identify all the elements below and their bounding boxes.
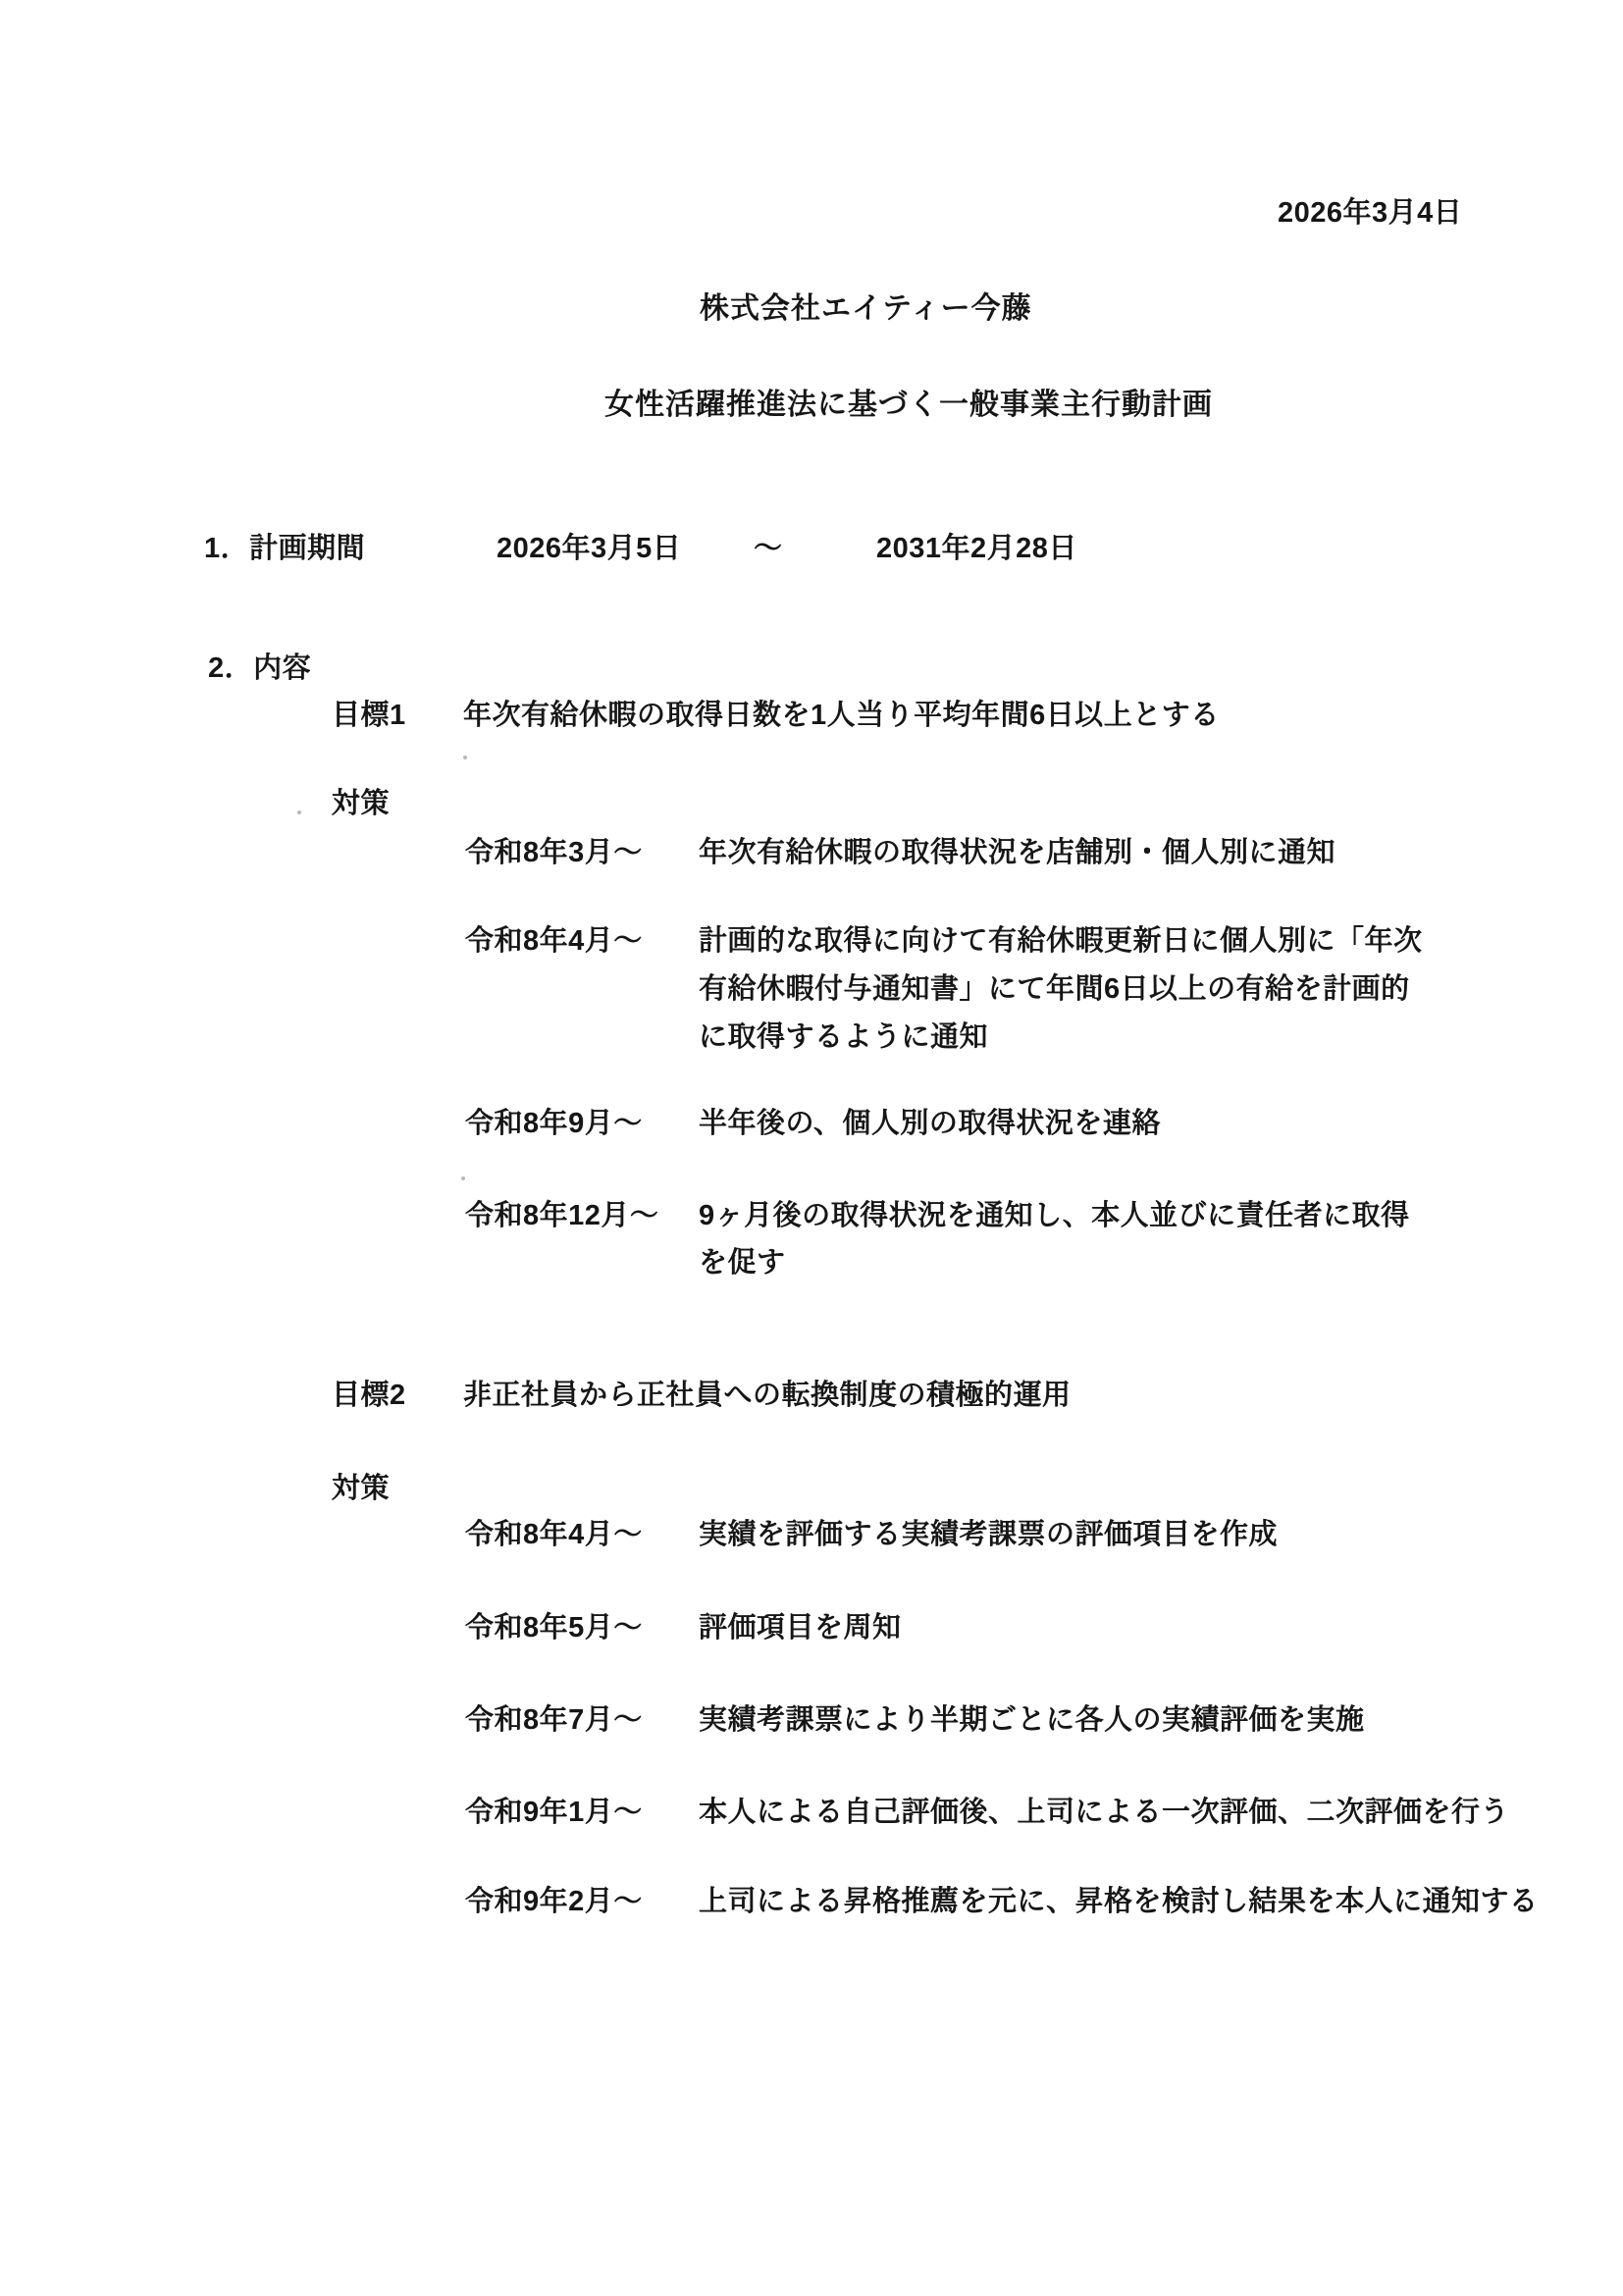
- measure-text-line: 計画的な取得に向けて有給休暇更新日に個人別に「年次: [699, 925, 1423, 957]
- measure-text: 実績考課票により半期ごとに各人の実績評価を実施: [699, 1704, 1365, 1736]
- measure-text: 本人による自己評価後、上司による一次評価、二次評価を行う: [699, 1797, 1510, 1828]
- measure-text-line: に取得するように通知: [699, 1021, 989, 1053]
- plan-period-label: 1．計画期間: [204, 533, 366, 564]
- goal2-text: 非正社員から正社員への転換制度の積極的運用: [463, 1380, 1072, 1411]
- measure-text: 評価項目を周知: [699, 1612, 902, 1644]
- measure-text-line: 9ヶ月後の取得状況を通知し、本人並びに責任者に取得: [699, 1200, 1410, 1231]
- goal1-text: 年次有給休暇の取得日数を1人当り平均年間6日以上とする: [463, 700, 1220, 731]
- scan-artifact-dot: [463, 756, 467, 759]
- measure-date: 令和9年2月～: [465, 1886, 643, 1917]
- scan-artifact-dot: [297, 810, 301, 814]
- measure-text: 実績を評価する実績考課票の評価項目を作成: [699, 1519, 1279, 1550]
- document-title: 女性活躍推進法に基づく一般事業主行動計画: [604, 389, 1213, 421]
- document-date: 2026年3月4日: [1278, 197, 1463, 229]
- goal2-measures-label: 対策: [332, 1473, 391, 1504]
- measure-date: 令和8年7月～: [465, 1704, 643, 1736]
- plan-period-tilde: ～: [754, 533, 783, 564]
- measure-date: 令和9年1月～: [465, 1797, 643, 1828]
- measure-text: 年次有給休暇の取得状況を店舗別・個人別に通知: [699, 837, 1336, 868]
- content-section-label: 2．内容: [208, 652, 312, 684]
- measure-text-line: 有給休暇付与通知書」にて年間6日以上の有給を計画的: [699, 973, 1410, 1005]
- measure-date: 令和8年9月～: [465, 1108, 643, 1139]
- goal2-label: 目標2: [332, 1380, 406, 1411]
- plan-period-end-date: 2031年2月28日: [876, 533, 1077, 564]
- scan-artifact-dot: [461, 1176, 465, 1180]
- measure-text: 上司による昇格推薦を元に、昇格を検討し結果を本人に通知する: [699, 1886, 1539, 1917]
- goal1-label: 目標1: [332, 700, 406, 731]
- goal1-measures-label: 対策: [332, 788, 391, 819]
- measure-date: 令和8年12月～: [465, 1200, 659, 1231]
- measure-text: 半年後の、個人別の取得状況を連絡: [699, 1108, 1161, 1139]
- measure-date: 令和8年4月～: [465, 1519, 643, 1550]
- measure-text-line: を促す: [699, 1247, 786, 1278]
- measure-date: 令和8年4月～: [465, 925, 643, 957]
- plan-period-start-date: 2026年3月5日: [497, 533, 682, 564]
- measure-date: 令和8年5月～: [465, 1612, 643, 1644]
- measure-date: 令和8年3月～: [465, 837, 643, 868]
- company-name: 株式会社エイティー今藤: [700, 292, 1032, 325]
